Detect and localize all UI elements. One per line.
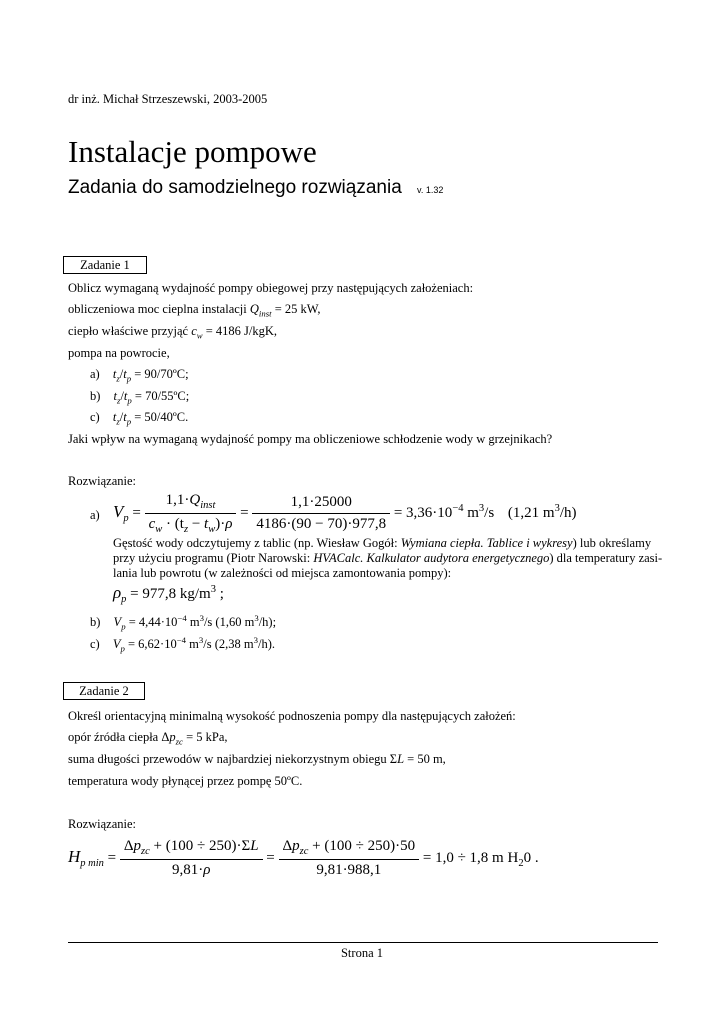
formula-head-fraction-2: $\frac{\Delta p_{zc} + (100 \div 250)\cdot 50}{9,81\cdot 988,1}$ — [279, 838, 420, 879]
task1-solution-label: Rozwiązanie: — [68, 474, 137, 488]
task1-question: Jaki wpływ na wymaganą wydajność pompy ma obliczeniowe schłodzenie wody w grzejnikach? — [68, 432, 553, 446]
task1-sol-c: c) $V_p = 6,62\cdot 10^{-4}$ $m^3/s$ (2,38 $m^3/h$). — [90, 635, 275, 654]
task2-line-source: opór źródła ciepła $\Delta p_{zc} = 5$ kPa, — [68, 730, 228, 747]
task1-line-power: obliczeniowa moc cieplna instalacji $Q_{inst} = 25$ kW, — [68, 302, 321, 319]
version-label: v. 1.32 — [417, 185, 444, 195]
page-number: Strona 1 — [340, 946, 383, 960]
formula-fraction-1: $\frac{1,1\cdot Q_{inst}}{c_w \cdot (t_z - t_w)\cdot\rho}$ — [145, 492, 237, 535]
density-note-line-1: Gęstość wody odczytujemy z tablic (np. Wiesław Gogół: Wymiana ciepła. Tablice i wykresy) lub określamy — [113, 536, 652, 550]
density-note-line-2: przy użyciu programu (Piotr Narowski: HVACalc. Kalkulator audytora energetycznego) dla temperatury zasi- — [113, 551, 663, 565]
author-line: dr inż. Michał Strzeszewski, 2003-2005 — [68, 92, 268, 106]
subtitle-text: Zadania do samodzielnego rozwiązania — [68, 177, 402, 198]
task1-intro: Oblicz wymaganą wydajność pompy obiegowej przy następujących założeniach: — [68, 281, 474, 295]
formula-pump-flow: $V_p$ = $\frac{1,1\cdot Q_{inst}}{c_w \cdot (t_z - t_w)\cdot\rho}$ = $\frac{1,1\cdot 25000}{4186\cdot(90 - 70)\cdot 977,8}$ = $3,36\cdot 10^{-4}$ $m^3/s$ (1,21 $m^3/h$) — [113, 492, 577, 535]
task1-line-heat: ciepło właściwe przyjąć $c_w = 4186$ J/kgK, — [68, 324, 278, 341]
footer-rule — [68, 942, 658, 943]
task1-sol-b: b) $V_p = 4,44\cdot 10^{-4}$ $m^3/s$ (1,60 $m^3/h$); — [90, 613, 277, 632]
formula-fraction-2: $\frac{1,1\cdot 25000}{4186\cdot(90 - 70)\cdot 977,8}$ — [252, 494, 390, 533]
task2-solution-label: Rozwiązanie: — [68, 817, 137, 831]
task2-line-temperature: temperatura wody płynącej przez pompę 50ºC. — [68, 774, 303, 788]
task1-sol-a-label: a) — [90, 508, 100, 522]
formula-head-fraction-1: $\frac{\Delta p_{zc} + (100 \div 250)\cdot\Sigma L}{9,81\cdot\rho}$ — [120, 838, 263, 879]
task1-option-a: a) $t_z/t_p$ = 90/70ºC; — [90, 367, 189, 384]
formula-density: $\rho_p = 977,8$ $kg/m^3$ ; — [113, 583, 224, 605]
task2-label-box: Zadanie 2 — [63, 682, 145, 700]
task2-intro: Określ orientacyjną minimalną wysokość podnoszenia pompy dla następujących założeń: — [68, 709, 516, 723]
task1-line-return: pompa na powrocie, — [68, 346, 170, 360]
formula-pump-head: $H_{p min}$ = $\frac{\Delta p_{zc} + (100 \div 250)\cdot\Sigma L}{9,81\cdot\rho}$ = $\frac{\Delta p_{zc} + (100 \div 250)\cdot 50}{9,81\cdot 988,1}$ = 1,0 ÷ 1,8 m $H_20$ . — [68, 838, 539, 878]
task1-label-box: Zadanie 1 — [63, 256, 147, 274]
task2-line-length: suma długości przewodów w najbardziej niekorzystnym obiegu ΣL = 50 m, — [68, 752, 446, 766]
task1-option-c: c) $t_z/t_p$ = 50/40ºC. — [90, 410, 189, 427]
page-title: Instalacje pompowe — [68, 134, 317, 169]
page-subtitle — [68, 177, 443, 201]
task1-option-b: b) $t_z/t_p$ = 70/55ºC; — [90, 389, 190, 406]
density-note-line-3: lania lub powrotu (w zależności od miejsca zamontowania pompy): — [113, 566, 452, 580]
